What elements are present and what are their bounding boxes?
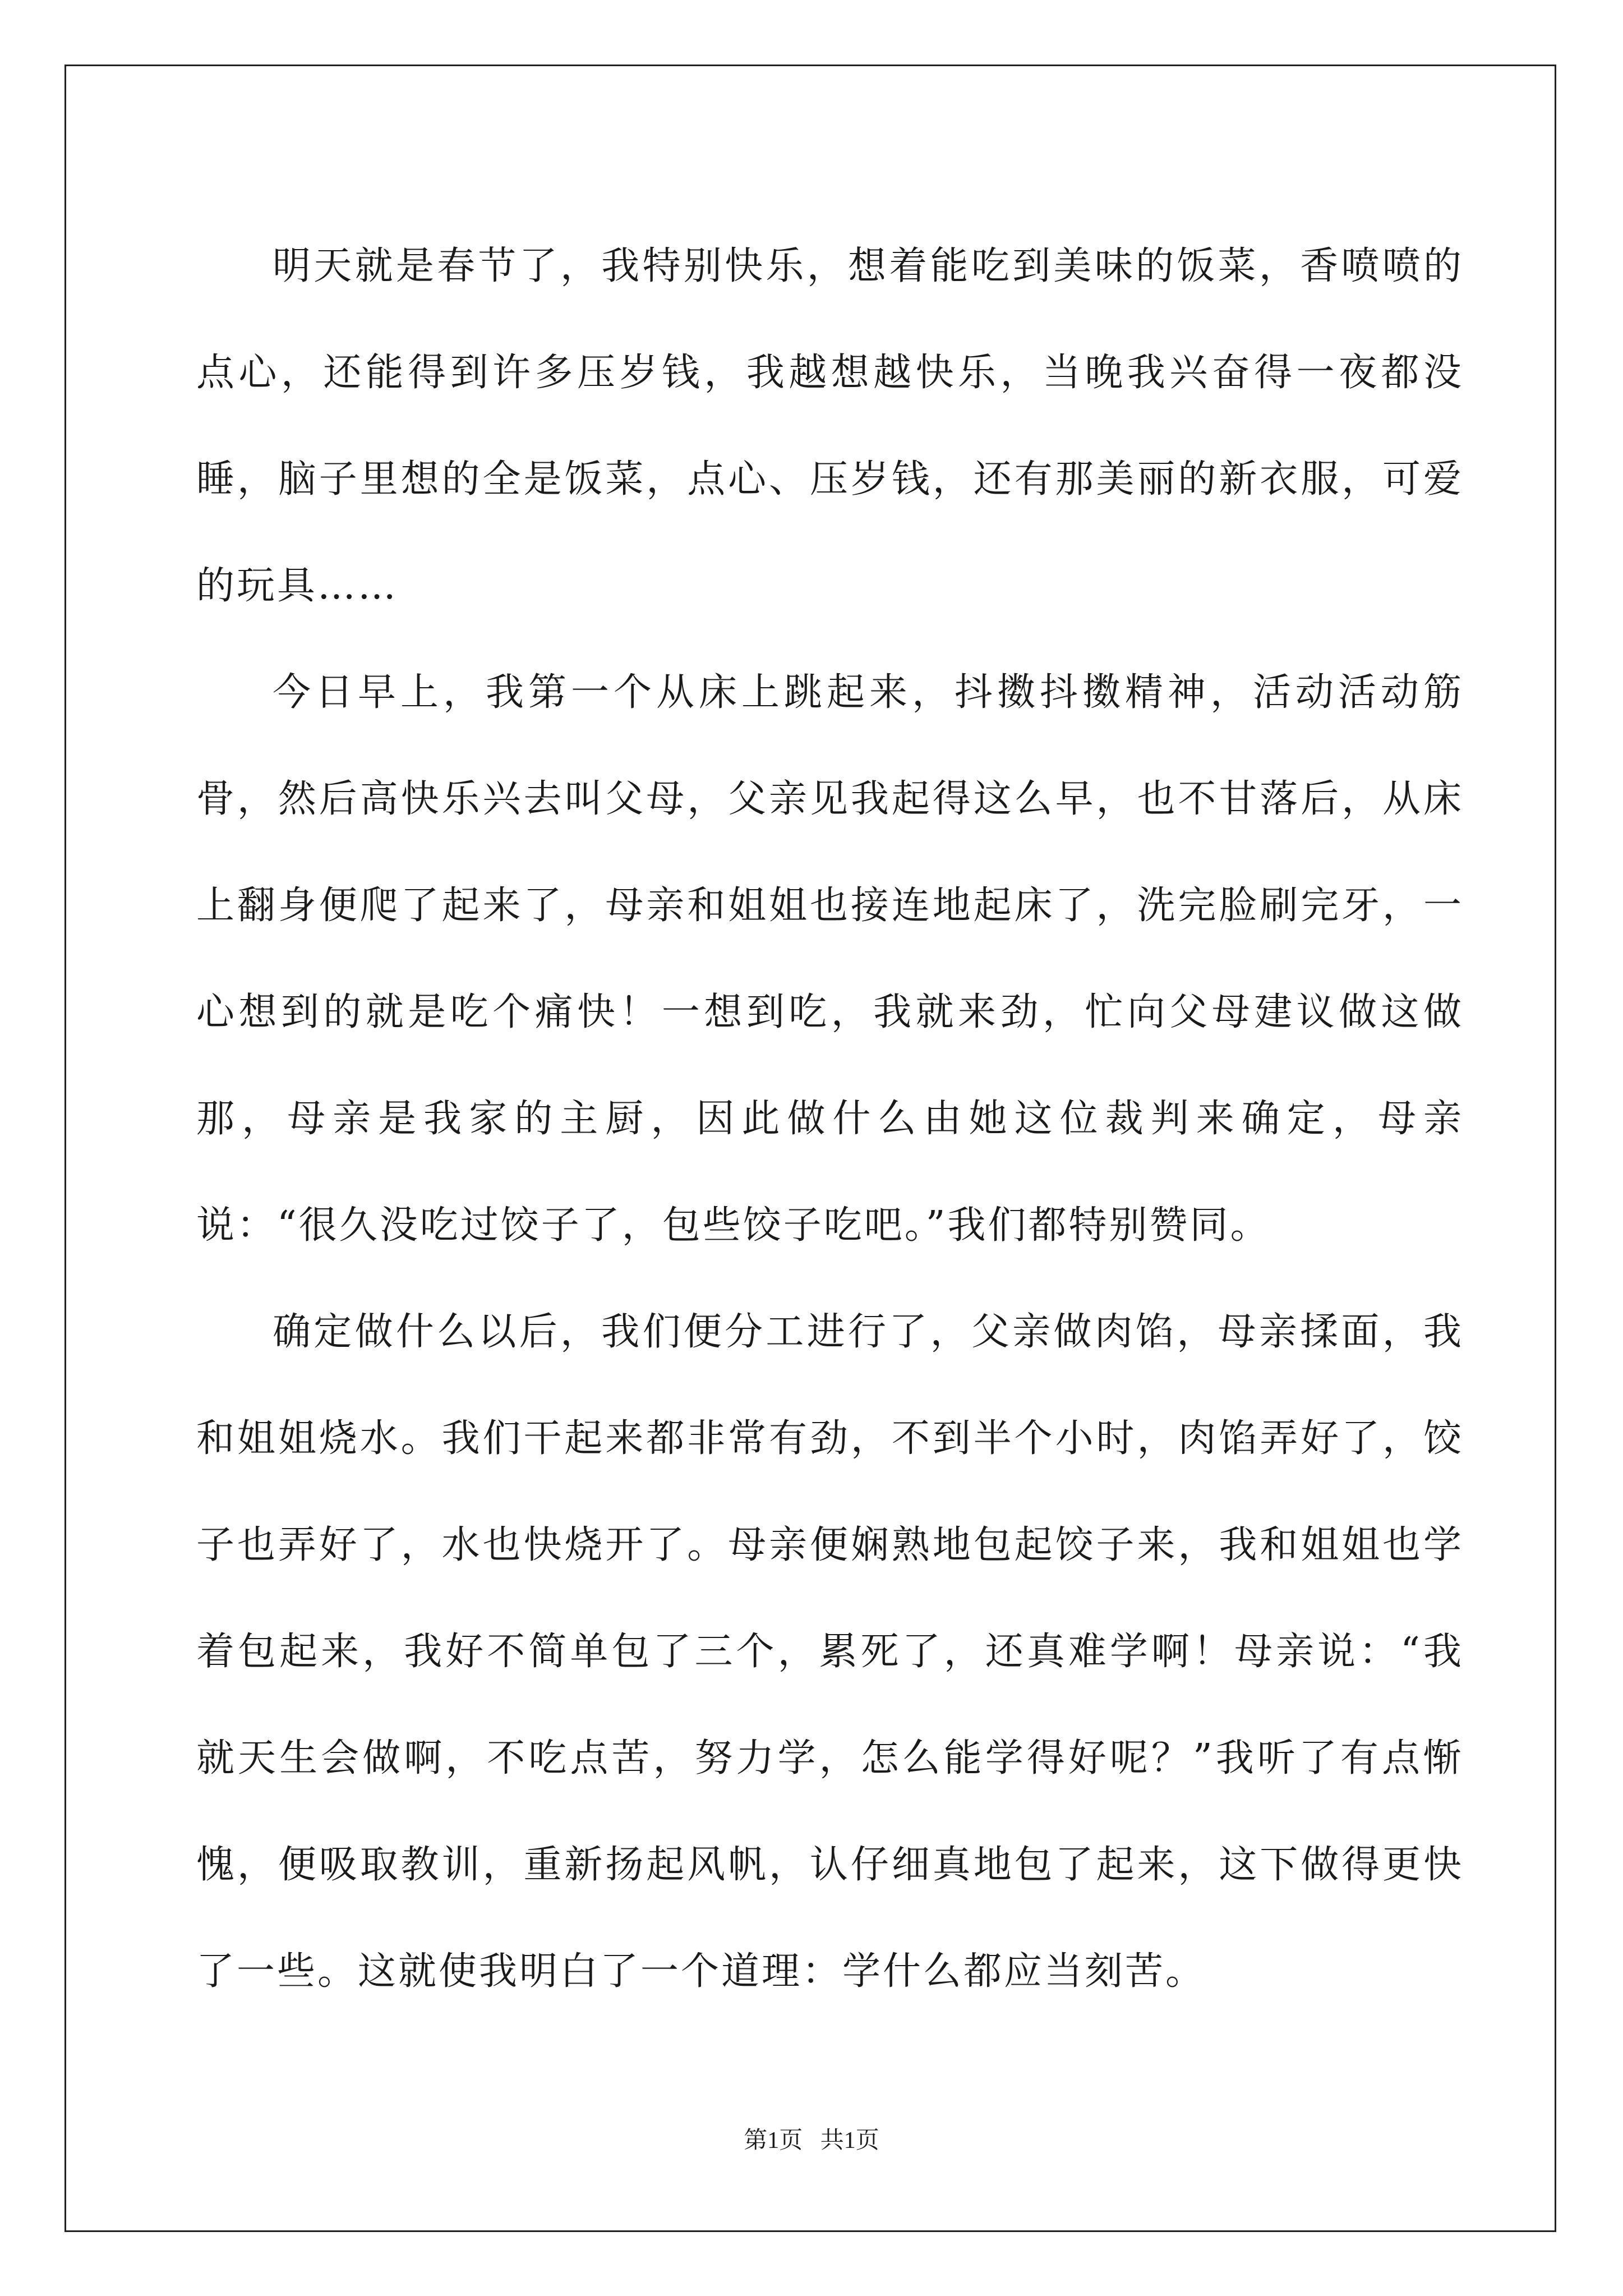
- paragraph-2: 今日早上，我第一个从床上跳起来，抖擞抖擞精神，活动活动筋骨，然后高快乐兴去叫父母，父亲见我起得这么早，也不甘落后，从床上翻身便爬了起来了，母亲和姐姐也接连地起床了，洗完脸刷完牙，一心想到的就是吃个痛快！一想到吃，我就来劲，忙向父母建议做这做那，母亲是我家的主厨，因此做什么由她这位裁判来确定，母亲说：“很久没吃过饺子了，包些饺子吃吧。”我们都特别赞同。: [196, 670, 1464, 1248]
- page-number-footer: 第1页 共1页: [744, 2128, 879, 2154]
- paragraph-1: 明天就是春节了，我特别快乐，想着能吃到美味的饭菜，香喷喷的点心，还能得到许多压岁钱，我越想越快乐，当晚我兴奋得一夜都没睡，脑子里想的全是饭菜，点心、压岁钱，还有那美丽的新衣服，可爱的玩具……: [196, 244, 1464, 608]
- document-body: [196, 213, 1464, 2025]
- paragraph-3: 确定做什么以后，我们便分工进行了，父亲做肉馅，母亲揉面，我和姐姐烧水。我们干起来都非常有劲，不到半个小时，肉馅弄好了，饺子也弄好了，水也快烧开了。母亲便娴熟地包起饺子来，我和姐姐也学着包起来，我好不简单包了三个，累死了，还真难学啊！母亲说：“我就天生会做啊，不吃点苦，努力学，怎么能学得好呢？”我听了有点惭愧，便吸取教训，重新扬起风帆，认仔细真地包了起来，这下做得更快了一些。这就使我明白了一个道理：学什么都应当刻苦。: [196, 1310, 1464, 1994]
